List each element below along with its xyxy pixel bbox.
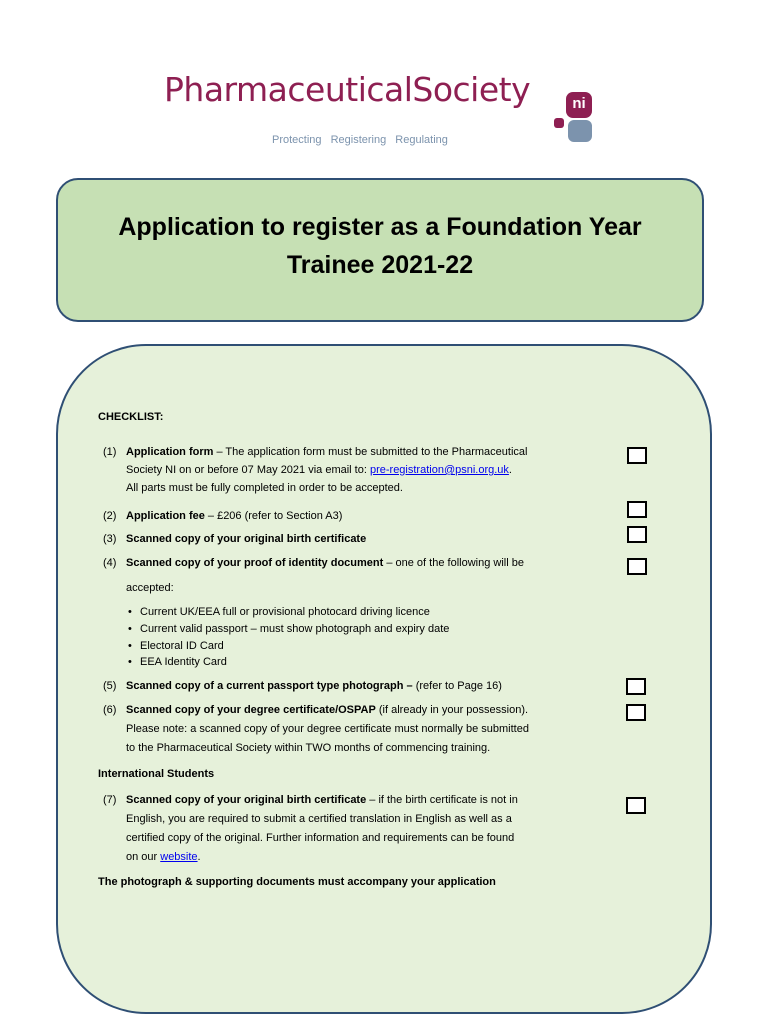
item-2-line — [126, 507, 342, 525]
item-6-line-1 — [126, 701, 528, 719]
item-1-text-1: – The application form must be submitted to the Pharmaceutical — [213, 446, 528, 458]
item-1-title: Application form — [126, 446, 214, 458]
item-6-number: (6) — [103, 704, 117, 716]
logo-name-part2: Society — [412, 70, 531, 109]
item-6-text: (if already in your possession). — [375, 704, 529, 716]
id-option-driving-licence: • Current UK/EEA full or provisional photocard driving licence — [128, 603, 430, 621]
item-5-number: (5) — [103, 680, 117, 692]
item-7-checkbox[interactable] — [626, 797, 646, 814]
item-4-line-2: accepted: — [126, 582, 174, 594]
item-7-line-3: certified copy of the original. Further information and requirements can be found — [126, 832, 515, 844]
logo-tagline: Protecting Registering Regulating — [272, 134, 448, 146]
title-panel — [56, 178, 704, 322]
id-option-electoral-card: • Electoral ID Card — [128, 637, 224, 655]
item-7-line-1 — [126, 791, 518, 809]
item-2-checkbox[interactable] — [627, 501, 647, 518]
item-3-title: Scanned copy of your original birth certificate — [126, 533, 367, 545]
item-7-line-4 — [126, 848, 201, 866]
item-1-text-2b: . — [508, 464, 512, 476]
item-7-number: (7) — [103, 794, 117, 806]
item-1-line-2 — [126, 461, 512, 479]
item-7-text-4b: . — [197, 851, 201, 863]
item-7-text: – if the birth certificate is not in — [366, 794, 518, 806]
item-6-title: Scanned copy of your degree certificate/OSPAP — [126, 704, 376, 716]
item-5-title: Scanned copy of a current passport type photograph – — [126, 680, 413, 692]
item-7-title: Scanned copy of your original birth certificate — [126, 794, 367, 806]
logo-wordmark — [164, 70, 530, 109]
item-4-text: – one of the following will be — [383, 557, 524, 569]
logo-name-part1: Pharmaceutical — [164, 70, 413, 109]
item-6-line-3: to the Pharmaceutical Society within TWO months of commencing training. — [126, 742, 491, 754]
item-6-checkbox[interactable] — [626, 704, 646, 721]
title-line-1: Application to register as a Foundation Year — [118, 213, 642, 241]
checklist-heading: CHECKLIST: — [98, 411, 164, 423]
item-7-text-4a: on our — [126, 851, 161, 863]
logo-square-grey — [568, 120, 592, 142]
item-4-checkbox[interactable] — [627, 558, 647, 575]
item-4-title: Scanned copy of your proof of identity document — [126, 557, 384, 569]
logo-square-small — [554, 118, 564, 128]
item-5-text: (refer to Page 16) — [412, 680, 502, 692]
item-7-line-2: English, you are required to submit a certified translation in English as well as a — [126, 813, 512, 825]
item-4-number: (4) — [103, 557, 117, 569]
pharmaceutical-society-logo — [160, 68, 600, 158]
page-title — [58, 208, 702, 284]
id-option-passport: • Current valid passport – must show photograph and expiry date — [128, 620, 449, 638]
item-1-line-1 — [126, 443, 527, 461]
title-line-2: Trainee 2021-22 — [286, 251, 474, 279]
item-1-text-2a: Society NI on or before 07 May 2021 via email to: — [126, 464, 370, 476]
item-6-line-2: Please note: a scanned copy of your degree certificate must normally be submitted — [126, 723, 529, 735]
item-5-checkbox[interactable] — [626, 678, 646, 695]
website-link[interactable]: website — [160, 851, 198, 863]
item-1-checkbox[interactable] — [627, 447, 647, 464]
item-2-text: – £206 (refer to Section A3) — [204, 510, 343, 522]
item-3-checkbox[interactable] — [627, 526, 647, 543]
item-2-title: Application fee — [126, 510, 205, 522]
item-1-line-3: All parts must be fully completed in order to be accepted. — [126, 482, 403, 494]
id-option-eea-card: • EEA Identity Card — [128, 653, 227, 671]
item-3-number: (3) — [103, 533, 117, 545]
international-students-heading: International Students — [98, 768, 215, 780]
email-link[interactable]: pre-registration@psni.org.uk — [369, 464, 509, 476]
item-4-line-1 — [126, 554, 524, 572]
item-2-number: (2) — [103, 510, 117, 522]
item-5-line — [126, 677, 502, 695]
logo-ni-badge: ni — [566, 92, 592, 118]
item-1-number: (1) — [103, 446, 117, 458]
documents-note: The photograph & supporting documents must accompany your application — [98, 876, 496, 888]
